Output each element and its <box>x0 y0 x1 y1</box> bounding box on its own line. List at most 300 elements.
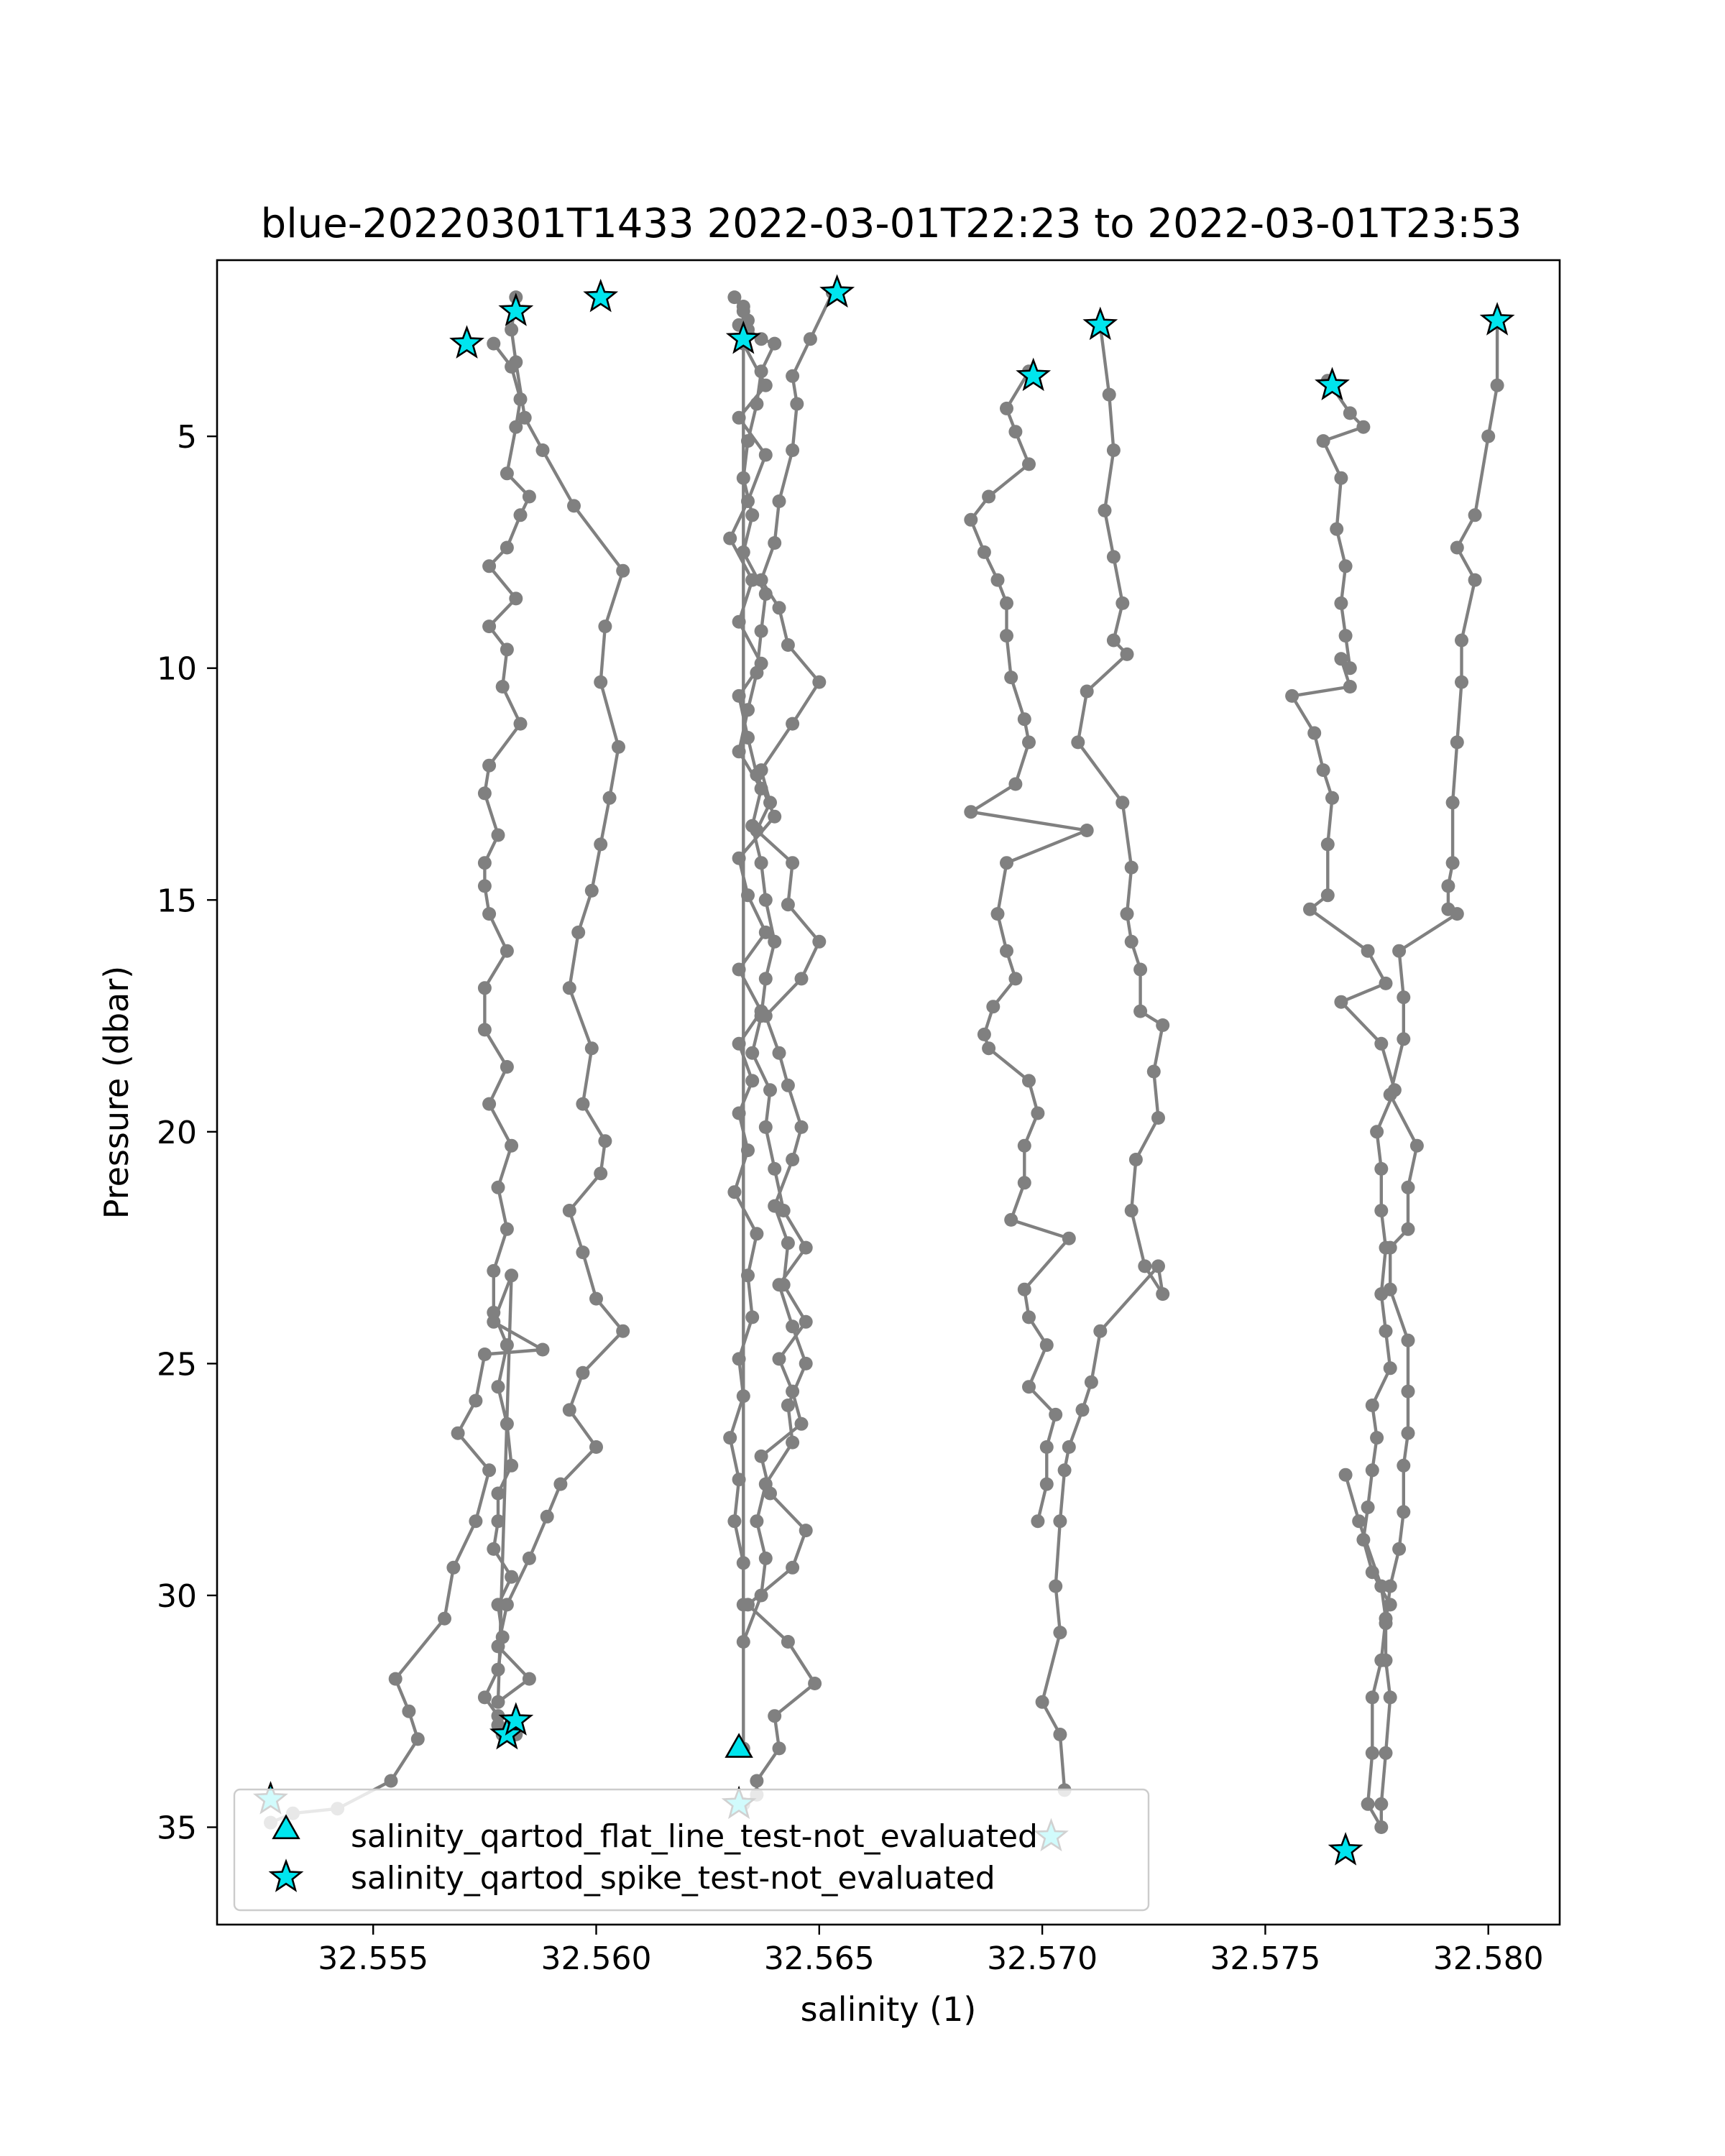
profile-point <box>523 1552 536 1565</box>
profile-point <box>594 1166 607 1180</box>
profile-point <box>759 448 773 462</box>
profile-point <box>745 1046 759 1060</box>
profile-point <box>1000 402 1013 415</box>
profile-point <box>781 898 795 911</box>
profile-point <box>750 824 763 837</box>
profile-point <box>795 1417 809 1431</box>
profile-point <box>732 745 746 758</box>
profile-point <box>737 471 750 485</box>
profile-point <box>1339 629 1353 642</box>
profile-point <box>1379 1325 1393 1338</box>
x-tick-label: 32.555 <box>318 1940 429 1977</box>
legend <box>234 1789 1149 1910</box>
profile-point <box>500 1598 514 1611</box>
profile-point <box>1384 1241 1397 1255</box>
profile-point <box>1317 763 1330 777</box>
profile-point <box>982 1041 995 1055</box>
profile-point <box>1107 443 1121 457</box>
profile-point <box>1374 1162 1388 1176</box>
profile-point <box>1330 522 1343 536</box>
profile-point <box>964 513 978 527</box>
profile-point <box>1468 573 1482 587</box>
profile-point <box>759 1120 773 1134</box>
profile-point <box>768 1709 781 1723</box>
profile-point <box>768 935 781 949</box>
profile-point <box>986 1000 1000 1013</box>
profile-point <box>786 443 799 457</box>
profile-point <box>773 1046 786 1060</box>
profile-point <box>505 1570 518 1584</box>
profile-point <box>1000 629 1013 642</box>
profile-point <box>1481 430 1495 443</box>
profile-point <box>1000 596 1013 610</box>
profile-point <box>1374 1820 1388 1834</box>
profile-point <box>964 805 978 819</box>
profile-point <box>487 1542 500 1556</box>
profile-point <box>1062 1440 1076 1454</box>
profile-point <box>1121 648 1134 661</box>
profile-point <box>773 1352 786 1365</box>
profile-point <box>589 1440 603 1454</box>
profile-point <box>755 856 768 870</box>
profile-point <box>1370 1431 1384 1445</box>
profile-point <box>1031 1514 1044 1528</box>
x-tick-label: 32.570 <box>987 1940 1098 1977</box>
profile-point <box>1402 1334 1415 1348</box>
profile-point <box>759 1009 773 1023</box>
profile-point <box>1450 541 1464 555</box>
profile-point <box>492 1695 505 1709</box>
profile-point <box>1125 861 1138 875</box>
profile-point <box>500 944 514 958</box>
profile-point <box>763 1487 777 1501</box>
profile-point <box>1410 1139 1424 1153</box>
profile-point <box>755 625 768 638</box>
profile-point <box>598 619 612 633</box>
profile-point <box>768 337 781 351</box>
y-tick-label: 10 <box>157 650 197 688</box>
profile-point <box>808 1677 822 1690</box>
profile-point <box>1125 1204 1138 1217</box>
profile-point <box>1085 1376 1098 1389</box>
profile-point <box>1402 1222 1415 1236</box>
profile-point <box>1361 1797 1375 1811</box>
profile-point <box>509 355 523 369</box>
profile-point <box>1156 1287 1169 1301</box>
profile-point <box>1125 935 1138 949</box>
profile-point <box>786 1153 799 1166</box>
profile-point <box>1397 990 1410 1004</box>
profile-point <box>1285 689 1299 703</box>
profile-point <box>500 1338 514 1352</box>
profile-point <box>598 1134 612 1148</box>
profile-point <box>487 1264 500 1278</box>
profile-point <box>1339 1468 1353 1482</box>
x-axis-label: salinity (1) <box>800 1990 977 2029</box>
profile-point <box>1397 1459 1410 1473</box>
profile-point <box>482 1097 496 1111</box>
profile-point <box>1384 1088 1397 1102</box>
profile-point <box>978 545 991 559</box>
profile-point <box>540 1510 554 1524</box>
profile-point <box>1049 1408 1062 1422</box>
profile-point <box>1133 963 1147 977</box>
profile-point <box>563 1204 576 1217</box>
profile-point <box>536 1343 550 1357</box>
profile-point <box>1031 1107 1044 1120</box>
profile-point <box>451 1427 465 1440</box>
profile-point <box>786 369 799 383</box>
profile-point <box>1116 796 1129 809</box>
profile-point <box>1018 1176 1031 1189</box>
profile-point <box>1402 1385 1415 1399</box>
profile-point <box>594 837 607 851</box>
profile-point <box>478 1023 492 1036</box>
y-tick-label: 15 <box>157 883 197 920</box>
profile-point <box>478 1348 492 1361</box>
profile-point <box>1366 1690 1379 1704</box>
profile-point <box>385 1774 398 1788</box>
profile-point <box>755 364 768 378</box>
profile-point <box>768 536 781 550</box>
profile-point <box>492 1380 505 1393</box>
profile-point <box>576 1245 589 1259</box>
chart-title: blue-20220301T1433 2022-03-01T22:23 to 2022-03-01T23:53 <box>260 201 1522 247</box>
x-tick-label: 32.575 <box>1210 1940 1321 1977</box>
profile-point <box>1334 995 1348 1009</box>
profile-point <box>389 1672 402 1686</box>
profile-point <box>799 1524 813 1537</box>
profile-point <box>514 508 528 522</box>
profile-point <box>1058 1463 1072 1477</box>
profile-point <box>1080 685 1094 699</box>
profile-point <box>1374 1204 1388 1217</box>
profile-point <box>750 666 763 680</box>
profile-point <box>1147 1065 1161 1079</box>
profile-point <box>523 1672 536 1686</box>
profile-point <box>603 791 617 805</box>
profile-point <box>786 856 799 870</box>
profile-point <box>768 810 781 824</box>
profile-point <box>1138 1259 1151 1273</box>
profile-point <box>723 532 737 545</box>
profile-point <box>750 397 763 411</box>
profile-point <box>790 397 804 411</box>
profile-point <box>438 1612 451 1626</box>
profile-point <box>1116 596 1129 610</box>
y-tick-label: 25 <box>157 1346 197 1383</box>
profile-point <box>1370 1125 1384 1138</box>
profile-point <box>505 1139 518 1153</box>
profile-point <box>478 1690 492 1704</box>
profile-point <box>411 1732 425 1746</box>
profile-point <box>812 676 826 689</box>
profile-point <box>723 1431 737 1445</box>
profile-point <box>478 981 492 995</box>
profile-point <box>500 642 514 656</box>
profile-point <box>1022 1074 1036 1087</box>
profile-point <box>1392 944 1406 958</box>
profile-point <box>1022 457 1036 471</box>
profile-point <box>612 740 625 754</box>
profile-point <box>755 1450 768 1463</box>
profile-point <box>1374 1797 1388 1811</box>
profile-point <box>536 443 550 457</box>
profile-point <box>500 466 514 480</box>
profile-point <box>482 759 496 773</box>
x-tick-label: 32.580 <box>1432 1940 1544 1977</box>
profile-point <box>799 1357 813 1370</box>
profile-point <box>1018 1283 1031 1296</box>
profile-point <box>1018 712 1031 726</box>
profile-point <box>1446 856 1460 870</box>
profile-point <box>563 1403 576 1416</box>
profile-point <box>492 829 505 842</box>
profile-point <box>492 1487 505 1501</box>
profile-point <box>1107 634 1121 648</box>
profile-point <box>469 1394 482 1408</box>
profile-point <box>1343 406 1357 420</box>
profile-point <box>737 545 750 559</box>
profile-point <box>518 411 532 425</box>
profile-point <box>616 1325 630 1338</box>
profile-point <box>1352 1514 1366 1528</box>
profile-point <box>978 1028 991 1041</box>
profile-point <box>773 601 786 614</box>
profile-point <box>1053 1626 1067 1639</box>
profile-point <box>1321 888 1335 902</box>
profile-point <box>1455 676 1468 689</box>
profile-point <box>741 703 755 717</box>
profile-point <box>755 763 768 777</box>
profile-point <box>1022 735 1036 749</box>
profile-point <box>1121 907 1134 921</box>
profile-point <box>982 490 995 504</box>
profile-point <box>786 1561 799 1575</box>
profile-point <box>509 591 523 605</box>
profile-point <box>1004 1213 1018 1227</box>
profile-point <box>1392 1542 1406 1556</box>
profile-point <box>1379 977 1393 990</box>
profile-point <box>1361 944 1375 958</box>
profile-point <box>741 1598 755 1611</box>
profile-point <box>773 494 786 508</box>
profile-point <box>777 1278 791 1291</box>
profile-point <box>1384 1361 1397 1375</box>
profile-point <box>571 926 585 939</box>
profile-point <box>1321 837 1335 851</box>
profile-point <box>1446 796 1460 809</box>
profile-point <box>478 879 492 893</box>
profile-point <box>567 499 581 512</box>
profile-point <box>755 573 768 587</box>
profile-point <box>763 1083 777 1097</box>
profile-point <box>1356 420 1370 434</box>
profile-point <box>1036 1695 1049 1709</box>
profile-point <box>482 559 496 573</box>
y-tick-label: 20 <box>157 1114 197 1151</box>
profile-point <box>616 564 630 578</box>
y-tick-label: 30 <box>157 1577 197 1615</box>
profile-point <box>1402 1181 1415 1194</box>
profile-point <box>1080 824 1094 837</box>
profile-point <box>1334 596 1348 610</box>
profile-point <box>500 1060 514 1074</box>
profile-point <box>1000 856 1013 870</box>
profile-point <box>1450 735 1464 749</box>
profile-point <box>741 434 755 448</box>
profile-point <box>482 619 496 633</box>
profile-point <box>786 1436 799 1450</box>
profile-point <box>781 1635 795 1649</box>
y-axis-label: Pressure (dbar) <box>97 965 136 1220</box>
profile-point <box>1156 1018 1169 1032</box>
profile-point <box>492 1639 505 1653</box>
profile-point <box>1049 1580 1062 1593</box>
profile-point <box>1098 504 1112 517</box>
profile-point <box>991 907 1005 921</box>
profile-point <box>1325 791 1339 805</box>
profile-point <box>585 884 599 898</box>
profile-point <box>1379 1746 1393 1760</box>
profile-point <box>763 796 777 809</box>
profile-point <box>1397 1032 1410 1046</box>
y-tick-label: 35 <box>157 1810 197 1847</box>
profile-point <box>514 717 528 731</box>
profile-point <box>1402 1427 1415 1440</box>
profile-point <box>1455 634 1468 648</box>
profile-point <box>402 1705 415 1718</box>
profile-point <box>1018 1139 1031 1153</box>
profile-point <box>759 1552 773 1565</box>
profile-point <box>1008 425 1022 438</box>
profile-point <box>1334 652 1348 665</box>
profile-point <box>1062 1232 1076 1245</box>
profile-point <box>1129 1153 1143 1166</box>
profile-point <box>727 1185 741 1199</box>
profile-point <box>1441 879 1455 893</box>
profile-point <box>496 680 510 694</box>
profile-point <box>1334 471 1348 485</box>
profile-point <box>1491 379 1504 392</box>
profile-point <box>786 1385 799 1399</box>
profile-point <box>1384 1690 1397 1704</box>
profile-point <box>523 490 536 504</box>
profile-point <box>781 1236 795 1250</box>
profile-point <box>773 1741 786 1755</box>
profile-point <box>1317 434 1330 448</box>
profile-point <box>1303 903 1317 916</box>
profile-point <box>553 1478 567 1491</box>
profile-point <box>737 1635 750 1649</box>
profile-point <box>576 1097 589 1111</box>
profile-point <box>1000 944 1013 958</box>
profile-point <box>500 1222 514 1236</box>
profile-point <box>1374 1580 1388 1593</box>
profile-point <box>1022 1380 1036 1393</box>
profile-point <box>492 1181 505 1194</box>
profile-point <box>1366 1463 1379 1477</box>
profile-point <box>795 972 809 985</box>
profile-point <box>500 541 514 555</box>
profile-point <box>1040 1338 1054 1352</box>
profile-point <box>1343 680 1357 694</box>
profile-point <box>589 1292 603 1306</box>
profile-point <box>1450 907 1464 921</box>
profile-point <box>487 337 500 351</box>
profile-point <box>1151 1111 1165 1125</box>
profile-point <box>585 1041 599 1055</box>
profile-point <box>781 1079 795 1092</box>
profile-point <box>1053 1514 1067 1528</box>
profile-point <box>1022 1310 1036 1324</box>
profile-point <box>482 1463 496 1477</box>
profile-point <box>759 893 773 907</box>
profile-point <box>1379 1612 1393 1626</box>
profile-point <box>563 981 576 995</box>
profile-point <box>745 508 759 522</box>
profile-point <box>1008 972 1022 985</box>
profile-point <box>1397 1505 1410 1519</box>
profile-point <box>1004 671 1018 684</box>
profile-point <box>1384 1283 1397 1296</box>
profile-point <box>594 676 607 689</box>
y-tick-label: 5 <box>177 419 197 456</box>
profile-point <box>1151 1259 1165 1273</box>
x-tick-label: 32.560 <box>540 1940 652 1977</box>
profile-point <box>1071 735 1085 749</box>
profile-point <box>1133 1005 1147 1018</box>
profile-point <box>1339 559 1353 573</box>
profile-point <box>1008 778 1022 791</box>
profile-point <box>991 573 1005 587</box>
profile-point <box>750 1514 763 1528</box>
legend-label: salinity_qartod_spike_test-not_evaluated <box>351 1860 995 1897</box>
profile-point <box>737 305 750 318</box>
profile-point <box>750 1774 763 1788</box>
profile-point <box>1468 508 1482 522</box>
profile-point <box>1107 550 1121 563</box>
profile-point <box>469 1514 482 1528</box>
profile-point <box>727 290 741 304</box>
profile-point <box>478 856 492 870</box>
legend-label: salinity_qartod_flat_line_test-not_evaluated <box>351 1818 1038 1855</box>
profile-point <box>768 1199 781 1213</box>
profile-point <box>750 1227 763 1240</box>
profile-point <box>1374 1654 1388 1667</box>
profile-point <box>799 1241 813 1255</box>
profile-point <box>745 1074 759 1087</box>
profile-point <box>1307 727 1321 740</box>
profile-point <box>1040 1478 1054 1491</box>
profile-point <box>505 1268 518 1282</box>
profile-point <box>482 907 496 921</box>
profile-point <box>446 1561 460 1575</box>
profile-point <box>487 1315 500 1329</box>
x-tick-label: 32.565 <box>763 1940 875 1977</box>
profile-point <box>478 786 492 800</box>
profile-point <box>812 935 826 949</box>
profile-point <box>786 717 799 731</box>
profile-point <box>1076 1403 1090 1416</box>
profile-point <box>804 332 817 346</box>
profile-point <box>799 1315 813 1329</box>
profile-point <box>1374 1037 1388 1051</box>
profile-point <box>576 1366 589 1380</box>
profile-point <box>1361 1501 1375 1514</box>
profile-point <box>1040 1440 1054 1454</box>
profile-point <box>795 1120 809 1134</box>
